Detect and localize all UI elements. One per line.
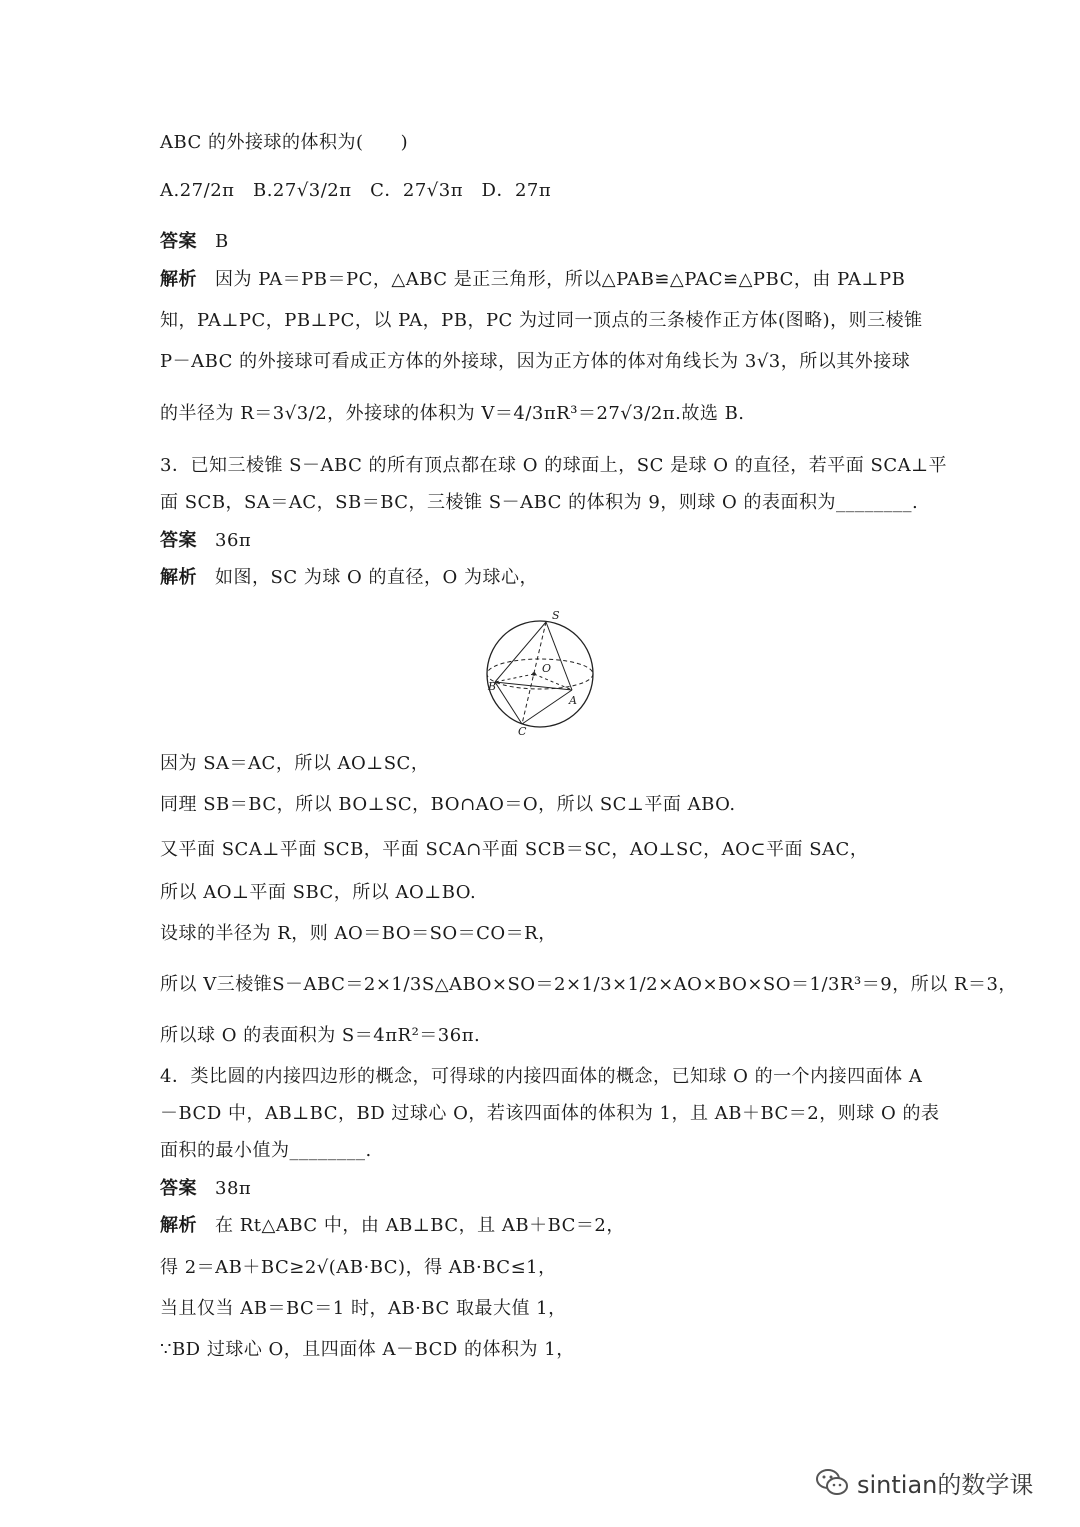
sphere-figure [480, 606, 600, 736]
text-line: 所以 V三棱锥S－ABC＝2×1/3S△ABO×SO＝2×1/3×1/2×AO×BO×SO＝1/3R³＝9，所以 R＝3， [160, 974, 1017, 995]
label-s: S [552, 609, 560, 622]
text-line: 同理 SB＝BC，所以 BO⊥SC，BO∩AO＝O，所以 SC⊥平面 ABO. [160, 794, 736, 815]
edge-bc [495, 682, 522, 724]
text-line: 所以 AO⊥平面 SBC，所以 AO⊥BO. [160, 882, 477, 903]
analysis-row [160, 565, 930, 591]
center-point [532, 672, 536, 676]
label-c: C [518, 725, 527, 736]
problem-4-line: 4．类比圆的内接四边形的概念，可得球的内接四面体的概念，已知球 O 的一个内接四面体 A [160, 1066, 923, 1087]
options-line: A.27/2π B.27√3/2π C．27√3π D．27π [160, 180, 552, 201]
problem-4-line: －BCD 中，AB⊥BC，BD 过球心 O，若该四面体的体积为 1，且 AB＋BC＝2，则球 O 的表 [160, 1103, 940, 1124]
watermark [815, 1462, 1033, 1502]
analysis-label: 解析 [160, 1215, 197, 1236]
answer-row [160, 229, 930, 255]
text-line: 所以球 O 的表面积为 S＝4πR²＝36π. [160, 1025, 481, 1046]
analysis-label: 解析 [160, 567, 197, 588]
answer-label: 答案 [160, 1178, 197, 1199]
answer-row [160, 528, 930, 554]
answer-value: 38π [215, 1178, 252, 1199]
answer-label: 答案 [160, 530, 197, 551]
text-line: 因为 SA＝AC，所以 AO⊥SC， [160, 753, 430, 774]
text-line: 当且仅当 AB＝BC＝1 时，AB·BC 取最大值 1， [160, 1298, 567, 1319]
text-line: 因为 PA＝PB＝PC，△ABC 是正三角形，所以△PAB≌△PAC≌△PBC，由 PA⊥PB [215, 269, 906, 290]
edge-sb [495, 622, 546, 682]
answer-label: 答案 [160, 231, 197, 252]
text-line: 设球的半径为 R，则 AO＝BO＝SO＝CO＝R， [160, 923, 557, 944]
text-line: 如图，SC 为球 O 的直径，O 为球心， [215, 567, 539, 588]
watermark-text: sintian的数学课 [857, 1470, 1034, 1499]
sphere-outline [487, 621, 593, 727]
text-line: 又平面 SCA⊥平面 SCB，平面 SCA∩平面 SCB＝SC，AO⊥SC，AO⊂平面 SAC， [160, 839, 869, 860]
edge-ac [522, 690, 572, 724]
label-b: B [488, 680, 497, 693]
analysis-row [160, 1213, 930, 1239]
problem-3-line: 面 SCB，SA＝AC，SB＝BC，三棱锥 S－ABC 的体积为 9，则球 O 的表面积为________. [160, 492, 919, 513]
analysis-label: 解析 [160, 269, 197, 290]
text-line: 在 Rt△ABC 中，由 AB⊥BC，且 AB＋BC＝2， [215, 1215, 625, 1236]
answer-row [160, 1176, 930, 1202]
label-o: O [542, 662, 552, 675]
answer-value: 36π [215, 530, 252, 551]
text-line: 的半径为 R＝3√3/2，外接球的体积为 V＝4/3πR³＝27√3/2π.故选 B. [160, 403, 745, 424]
text-line: P－ABC 的外接球可看成正方体的外接球，因为正方体的体对角线长为 3√3，所以其外接球 [160, 351, 911, 372]
text-line: 得 2＝AB＋BC≥2√(AB·BC)，得 AB·BC≤1， [160, 1257, 557, 1278]
text-line: 知，PA⊥PC，PB⊥PC，以 PA，PB，PC 为过同一顶点的三条棱作正方体(图略)，则三棱锥 [160, 310, 923, 331]
text-line: ABC 的外接球的体积为( ) [160, 132, 409, 153]
text-line: ∵BD 过球心 O，且四面体 A－BCD 的体积为 1， [160, 1339, 575, 1360]
problem-4-line: 面积的最小值为________. [160, 1140, 372, 1161]
problem-3-line: 3．已知三棱锥 S－ABC 的所有顶点都在球 O 的球面上，SC 是球 O 的直径，若平面 SCA⊥平 [160, 455, 948, 476]
answer-value: B [215, 231, 229, 252]
equator-ellipse [487, 659, 593, 689]
analysis-row [160, 267, 930, 293]
wechat-icon [815, 1467, 849, 1497]
edge-sa [546, 622, 572, 690]
label-a: A [569, 694, 577, 707]
